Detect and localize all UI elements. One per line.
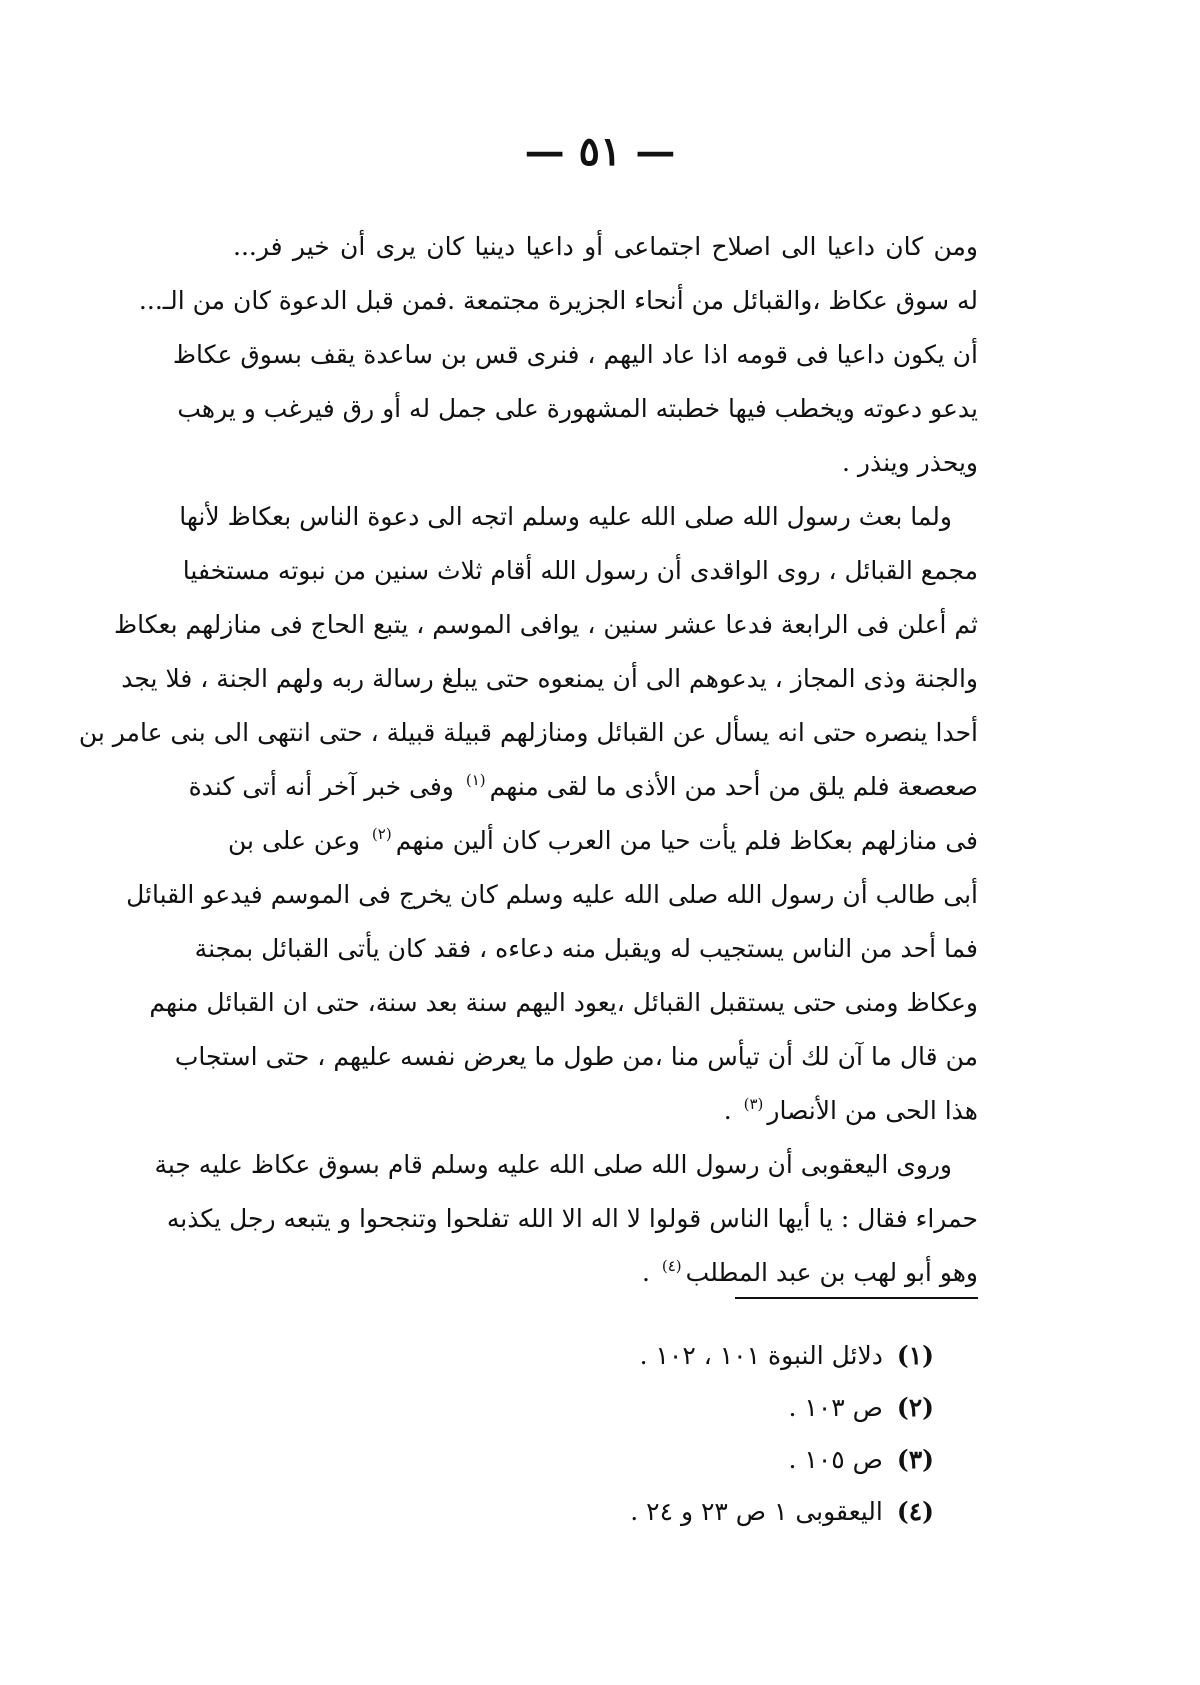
- footnote-number: (٤): [896, 1497, 934, 1526]
- text-line: يدعو دعوته ويخطب فيها خطبته المشهورة على جمل له أو رق فيرغب و يرهب: [177, 394, 978, 423]
- text-line: ويحذر وينذر .: [842, 448, 978, 477]
- footnote-item: [500, 1330, 934, 1382]
- text-line: أن يكون داعيا فى قومه اذا عاد اليهم ، فنرى قس بن ساعدة يقف بسوق عكاظ: [172, 340, 978, 369]
- main-text: [78, 220, 978, 1300]
- footnote-ref-3: (٣): [743, 1095, 764, 1113]
- text-line: وعكاظ ومنى حتى يستقبل القبائل ،يعود اليهم سنة بعد سنة، حتى ان القبائل منهم: [149, 988, 978, 1017]
- footnote-item: [500, 1486, 934, 1538]
- text-segment: وهو أبو لهب بن عبد المطلب: [685, 1258, 978, 1287]
- text-line: له سوق عكاظ ،والقبائل من أنحاء الجزيرة مجتمعة .فمن قبل الدعوة كان من الـ...: [138, 286, 978, 315]
- page-number: — ٥١ —: [524, 128, 676, 175]
- footnote-ref-1: (١): [465, 771, 486, 789]
- footnote-ref-2: (٢): [371, 825, 392, 843]
- text-line: من قال ما آن لك أن تيأس منا ،من طول ما يعرض نفسه عليهم ، حتى استجاب: [174, 1042, 978, 1071]
- text-segment: صعصعة فلم يلق من أحد من الأذى ما لقى منهم: [489, 772, 978, 801]
- footnote-text: اليعقوبى ١ ص ٢٣ و ٢٤ .: [630, 1497, 883, 1526]
- text-line: والجنة وذى المجاز ، يدعوهم الى أن يمنعوه حتى يبلغ رسالة ربه ولهم الجنة ، فلا يجد: [121, 664, 978, 693]
- text-line: وروى اليعقوبى أن رسول الله صلى الله عليه وسلم قام بسوق عكاظ عليه جبة: [154, 1150, 952, 1179]
- footnote-number: (٢): [896, 1393, 934, 1422]
- text-line: مجمع القبائل ، روى الواقدى أن رسول الله أقام ثلاث سنين من نبوته مستخفيا: [182, 556, 978, 585]
- text-line: ولما بعث رسول الله صلى الله عليه وسلم اتجه الى دعوة الناس بعكاظ لأنها: [179, 502, 952, 531]
- footnote-text: ص ١٠٥ .: [788, 1445, 883, 1474]
- text-line: أبى طالب أن رسول الله صلى الله عليه وسلم كان يخرج فى الموسم فيدعو القبائل: [126, 880, 978, 909]
- text-line: [233, 1084, 978, 1138]
- text-line: فما أحد من الناس يستجيب له ويقبل منه دعاءه ، فقد كان يأتى القبائل بمجنة: [194, 934, 978, 963]
- footnotes: [500, 1330, 934, 1538]
- text-segment: فى منازلهم بعكاظ فلم يأت حيا من العرب كان ألين منهم: [395, 826, 978, 855]
- text-line: ومن كان داعيا الى اصلاح اجتماعى أو داعيا دينيا كان يرى أن خير فر...: [233, 232, 978, 261]
- footnote-number: (٣): [896, 1445, 934, 1474]
- footnote-item: [500, 1382, 934, 1434]
- footnote-text: ص ١٠٣ .: [788, 1393, 883, 1422]
- text-line: أحدا ينصره حتى انه يسأل عن القبائل ومنازلهم قبيلة قبيلة ، حتى انتهى الى بنى عامر بن: [78, 718, 978, 747]
- footnote-separator: [735, 1297, 978, 1299]
- text-line: ثم أعلن فى الرابعة فدعا عشر سنين ، يوافى الموسم ، يتبع الحاج فى منازلهم بعكاظ: [114, 610, 978, 639]
- footnote-item: [500, 1434, 934, 1486]
- text-segment: .: [723, 1096, 732, 1125]
- footnote-ref-4: (٤): [661, 1257, 682, 1275]
- text-segment: وفى خبر آخر أنه أتى كندة: [188, 772, 454, 801]
- text-segment: هذا الحى من الأنصار: [767, 1096, 978, 1125]
- footnote-number: (١): [896, 1341, 934, 1370]
- text-line: [228, 814, 978, 868]
- footnote-text: دلائل النبوة ١٠١ ، ١٠٢ .: [639, 1341, 883, 1370]
- text-segment: وعن على بن: [228, 826, 360, 855]
- text-segment: .: [641, 1258, 650, 1287]
- text-line: حمراء فقال : يا أيها الناس قولوا لا اله الا الله تفلحوا وتنجحوا و يتبعه رجل يكذبه: [166, 1204, 978, 1233]
- text-line: [188, 760, 978, 814]
- text-line: [233, 1246, 978, 1300]
